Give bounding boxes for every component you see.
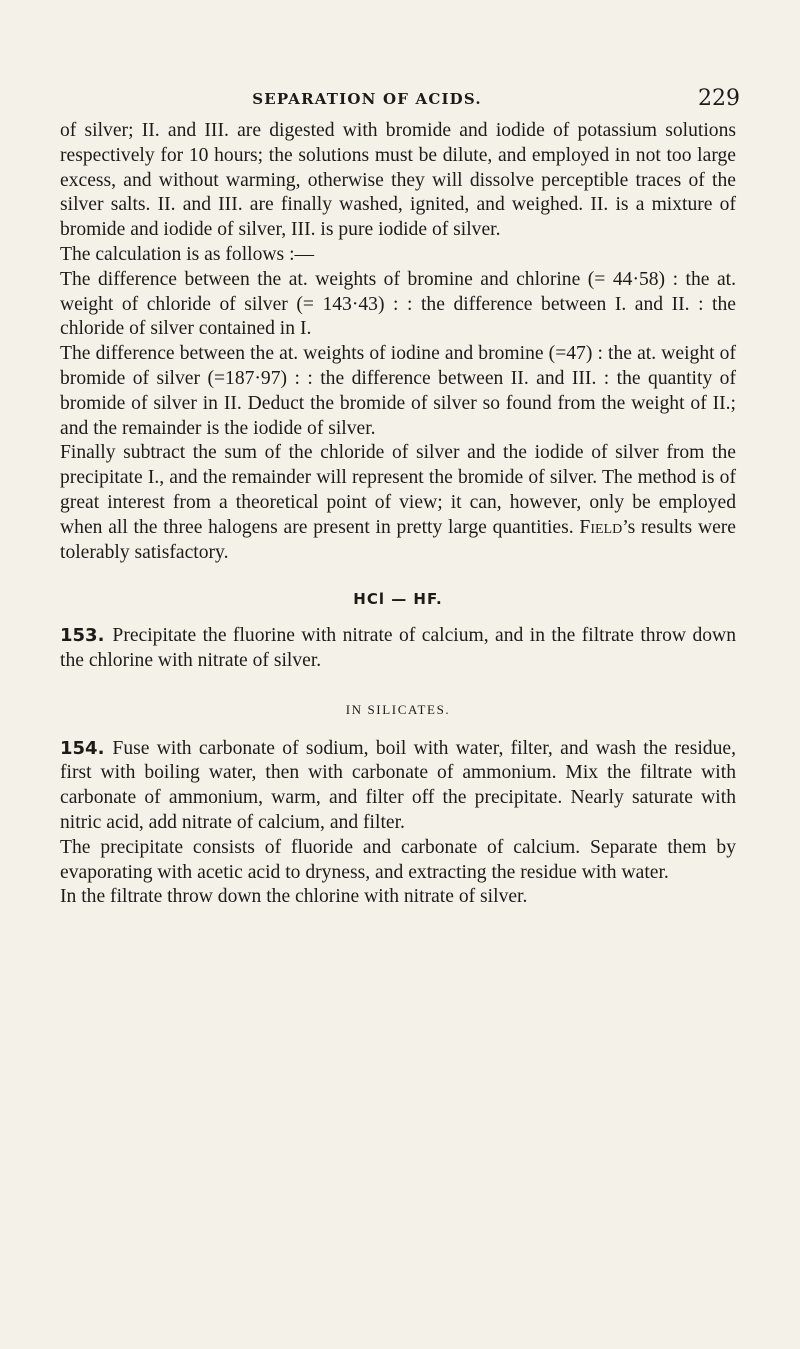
paragraph-153-text: Precipitate the fluorine with nitrate of calcium, and in the filtrate throw down the chlorine with nitrate of silver. bbox=[60, 625, 736, 671]
page-body bbox=[60, 119, 736, 910]
paragraph-chlorine-calculation: The difference between the at. weights of bromine and chlorine (= 44·58) : the at. weight of chloride of silver (= 143·43) : : the difference between I. and II. : the chloride of silver contained in I. bbox=[60, 268, 736, 340]
paragraph-final-subtraction bbox=[60, 441, 736, 565]
paragraph-precipitate-separation: The precipitate consists of fluoride and carbonate of calcium. Separate them by evaporating with acetic acid to dryness, and extracting the residue with water. bbox=[60, 836, 736, 883]
page-number: 229 bbox=[698, 86, 740, 111]
paragraph-154 bbox=[60, 737, 736, 836]
paragraph-calculation-intro: The calculation is as follows :— bbox=[60, 243, 315, 265]
running-title: SEPARATION OF ACIDS. bbox=[252, 90, 482, 108]
paragraph-final-text-end: ’s results were tolerably satisfactory. bbox=[60, 516, 737, 563]
paragraph-153 bbox=[60, 624, 736, 674]
paragraph-final-text-start: Finally subtract the sum of the chloride of silver and the iodide of silver from the precipitate I., and the remainder will represent the bromide of silver. The method is of great interest from a theoretical point of view; it can, however, only be employed when all the three halogens are present in pretty large quantities. bbox=[60, 442, 736, 538]
author-name-field: Field bbox=[579, 516, 623, 538]
paragraph-bromine-calculation: The difference between the at. weights of iodine and bromine (=47) : the at. weight of bromide of silver (=187·97) : : the difference between II. and III. : the quantity of bromide of silver in II. Deduct the bromide of silver so found from the weight of II.; and the remainder is the iodide of silver. bbox=[60, 343, 736, 439]
paragraph-number-154: 154. bbox=[60, 737, 105, 759]
running-header bbox=[0, 88, 800, 112]
paragraph-154-text: Fuse with carbonate of sodium, boil with water, filter, and wash the residue, first with boiling water, then with carbonate of ammonium. Mix the filtrate with carbonate of ammonium, warm, and filter off the precipitate. Nearly saturate with nitric acid, add nitrate of calcium, and filter. bbox=[60, 737, 736, 833]
paragraph-chlorine-filtrate: In the filtrate throw down the chlorine with nitrate of silver. bbox=[60, 886, 528, 908]
section-heading-hcl-hf: HCl — HF. bbox=[353, 590, 443, 609]
paragraph-continued: of silver; II. and III. are digested with bromide and iodide of potassium solutions respectively for 10 hours; the solutions must be dilute, and employed in not too large excess, and without warming, otherwise they will dissolve perceptible traces of the silver salts. II. and III. are finally washed, ignited, and weighed. II. is a mixture of bromide and iodide of silver, III. is pure iodide of silver. bbox=[60, 120, 736, 241]
section-heading-silicates: IN SILICATES. bbox=[345, 701, 451, 717]
paragraph-number-153: 153. bbox=[60, 625, 105, 647]
